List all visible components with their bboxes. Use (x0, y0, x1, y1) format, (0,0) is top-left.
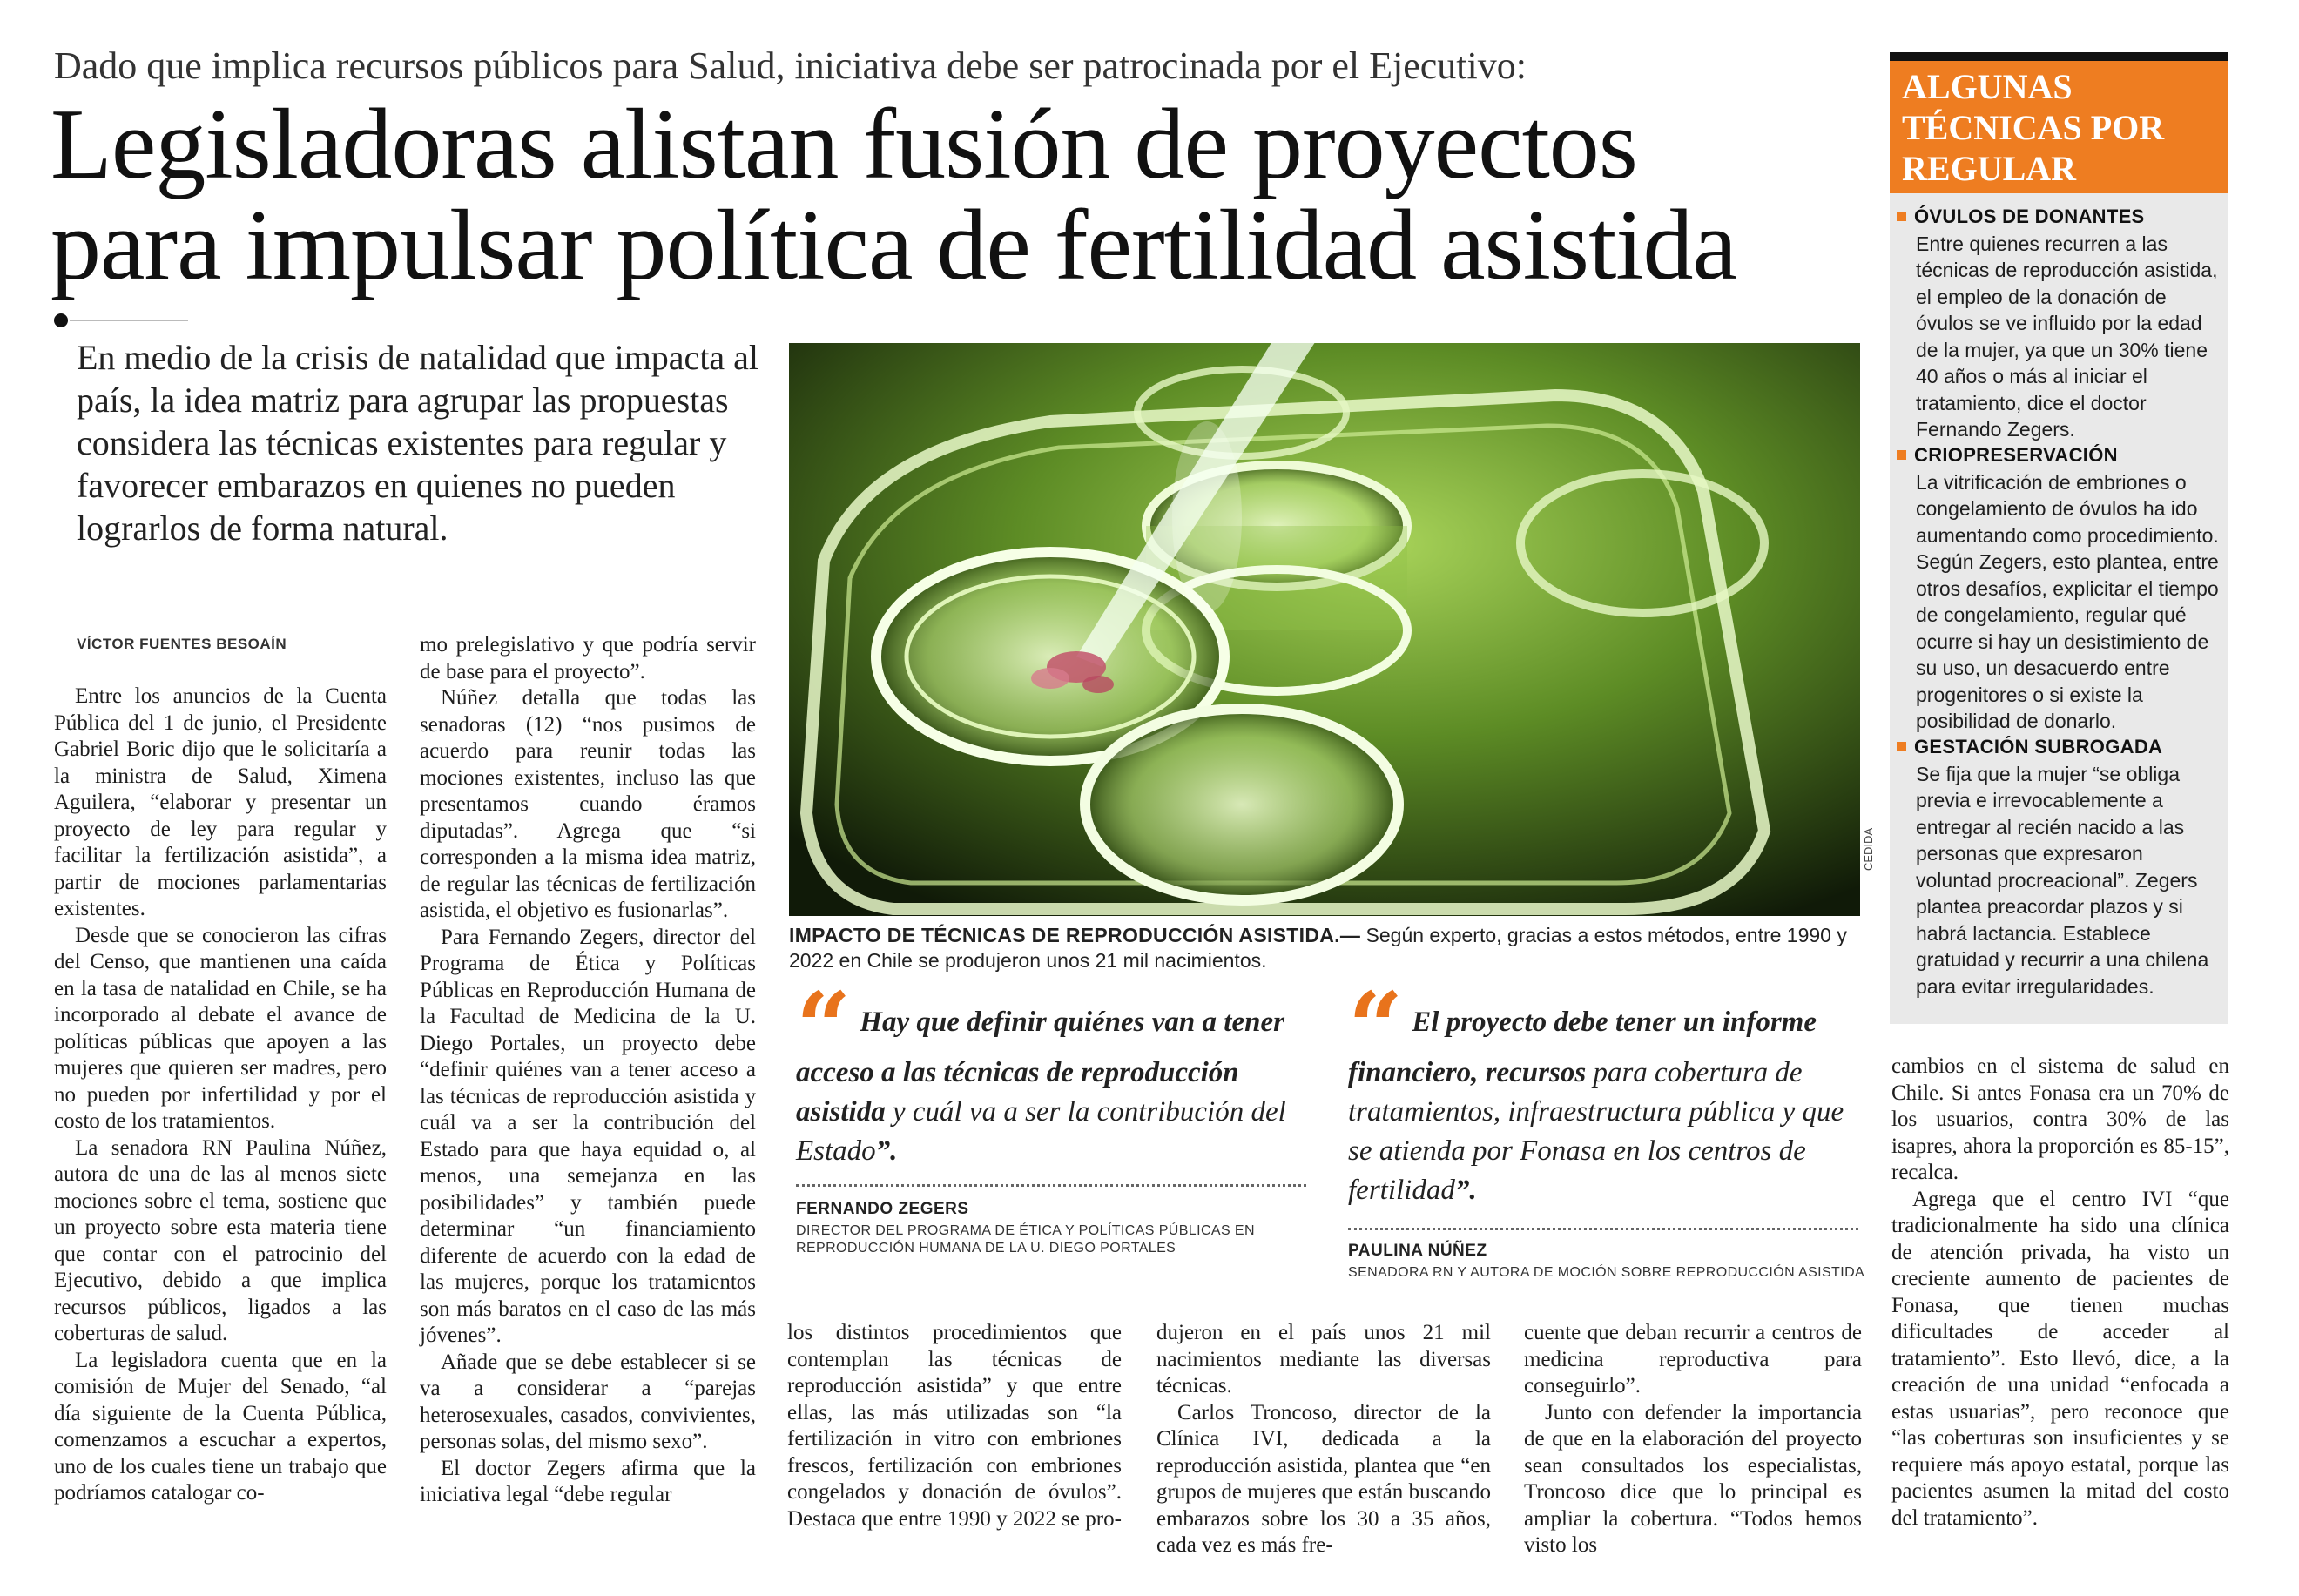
body-column-5 (1524, 1320, 1862, 1559)
bullet-square-icon (1897, 742, 1906, 751)
sidebar-section (1916, 442, 2221, 735)
sidebar-section (1916, 734, 2221, 1000)
paragraph: Carlos Troncoso, director de la Clínica IVI, dedicada a la reproducción asistida, plantea que “en grupos de mujeres que están buscando embarazos sobre los 30 a 35 años, cada vez es más fre- (1156, 1400, 1491, 1557)
paragraph: Para Fernando Zegers, director del Programa de Ética y Políticas Públicas en Reproducción Humana de la Facultad de Medicina de la U. Diego Portales, un proyecto debe “definir quiénes van a tener acceso a las técnicas de reproducción asistida y cuál va a ser la contribución del Estado para que haya equidad o, al menos, una semejanza en las posibilidades” y también puede determinar “un financiamiento diferente de acuerdo con la edad de las mujeres, porque los tratamientos son más baratos en el caso de las más jóvenes”. (420, 925, 756, 1347)
sidebar-section-text: Se fija que la mujer “se obliga previa e irrevocablemente a entregar al recién nacido a las personas que expresaron voluntad procreacional”. Zegers plantea preacordar plazos y si habrá lactancia. Establece gratuidad y recurrir a una chilena para evitar irregularidades. (1916, 762, 2209, 998)
caption-title: IMPACTO DE TÉCNICAS DE REPRODUCCIÓN ASISTIDA.— (789, 924, 1361, 946)
paragraph: dujeron en el país unos 21 mil nacimientos mediante las diversas técnicas. (1156, 1321, 1491, 1397)
body-column-3 (787, 1320, 1122, 1532)
paragraph: cuente que deban recurrir a centros de medicina reproductiva para conseguirlo”. (1524, 1321, 1862, 1397)
caption-text: Según experto, gracias a estos métodos, entre 1990 y 2022 en Chile se produjeron unos 21 mil nacimientos. (789, 924, 1847, 972)
quote-mark-icon: “ (796, 971, 852, 1083)
paragraph: La legisladora cuenta que en la comisión de Mujer del Senado, “al día siguiente de la Cuenta Pública, comenzamos a escuchar a expertos, uno de los cuales tiene un trabajo que podríamos catalogar co- (54, 1348, 387, 1505)
photo-credit: CEDIDA (1862, 827, 1875, 871)
sidebar-title: ALGUNAS TÉCNICAS POR REGULAR (1902, 67, 2165, 188)
headline-line-2: para impulsar política de fertilidad asistida (51, 190, 1737, 301)
quote-author-role: DIRECTOR DEL PROGRAMA DE ÉTICA Y POLÍTICAS PÚBLICAS EN REPRODUCCIÓN HUMANA DE LA U. DIEGO PORTALES (796, 1223, 1255, 1256)
quote-divider (796, 1184, 1306, 1187)
paragraph: cambios en el sistema de salud en Chile. Si antes Fonasa era un 70% de los usuarios, contra 30% de las isapres, ahora la proporción es 85-15”, recalca. (1891, 1054, 2229, 1184)
sidebar-top-rule (1890, 52, 2228, 61)
sidebar-section-heading (1897, 204, 2221, 231)
quote-text: para cobertura de tratamientos, infraestructura pública y que se atienda por Fonasa en los centros de fertilidad (1348, 1057, 1844, 1206)
paragraph: los distintos procedimientos que contemplan las técnicas de reproducción asistida” y que entre ellas, las más utilizadas son “la fertilización in vitro con embriones frescos, fertilización con embriones congelados y donación de óvulos”. Destaca que entre 1990 y 2022 se pro- (787, 1321, 1122, 1531)
quote-author: FERNANDO ZEGERS (796, 1200, 969, 1218)
body-column-6 (1891, 1054, 2229, 1532)
paragraph: mo prelegislativo y que podría servir de base para el proyecto”. (420, 633, 756, 684)
body-column-1 (54, 684, 387, 1507)
pull-quote (1348, 971, 1862, 1210)
lab-photo (789, 343, 1860, 916)
quote-mark-icon: “ (1348, 971, 1404, 1083)
quote-text-bold: ”. (1454, 1175, 1477, 1206)
headline-rule (70, 320, 188, 321)
sidebar-heading-text: GESTACIÓN SUBROGADA (1914, 736, 2163, 758)
kicker: Dado que implica recursos públicos para Salud, iniciativa debe ser patrocinada por el Ejecutivo: (54, 44, 1527, 87)
byline: VÍCTOR FUENTES BESOAÍN (77, 636, 287, 652)
paragraph: El doctor Zegers afirma que la iniciativa legal “debe regular (420, 1456, 756, 1506)
paragraph: La senadora RN Paulina Núñez, autora de una de las al menos siete mociones sobre el tema, sostiene que un proyecto sobre esta materia tiene que contar con el patrocinio del Ejecutivo, debido a que implica recursos públicos, ligados a las coberturas de salud. (54, 1135, 387, 1345)
quote-text-bold: Hay que definir quiénes van a tener acceso a las técnicas de reproducción asistida (796, 1007, 1284, 1128)
sidebar-heading-text: CRIOPRESERVACIÓN (1914, 444, 2118, 466)
body-column-4 (1156, 1320, 1491, 1559)
sidebar-section-text: Entre quienes recurren a las técnicas de reproducción asistida, el empleo de la donación de óvulos se ve influido por la edad de la mujer, ya que un 30% tiene 40 años o más al iniciar el tratamiento, dice el doctor Fernando Zegers. (1916, 232, 2218, 441)
pull-quote (796, 971, 1310, 1171)
paragraph: Núñez detalla que todas las senadoras (12) “nos pusimos de acuerdo para reunir todas las mociones existentes, incluso las que presentamos cuando éramos diputadas”. Agrega que “si corresponden a la misma idea matriz, de regular las técnicas de fertilización asistida, el objetivo es fusionarlas”. (420, 686, 756, 922)
quote-divider (1348, 1228, 1858, 1230)
quote-author-role: SENADORA RN Y AUTORA DE MOCIÓN SOBRE REPRODUCCIÓN ASISTIDA (1348, 1265, 1865, 1280)
photo-caption (789, 923, 1860, 973)
sidebar-section-heading (1897, 734, 2221, 761)
sidebar-heading-text: ÓVULOS DE DONANTES (1914, 205, 2145, 227)
quote-text: y cuál va a ser la contribución del Estado (796, 1096, 1286, 1167)
sidebar-section-text: La vitrificación de embriones o congelamiento de óvulos ha ido aumentando como procedimiento. Según Zegers, esto plantea, entre otros desafíos, explicitar el tiempo de congelamiento, regular qué ocurre si hay un desistimiento de su uso, un desacuerdo entre progenitores o si existe la posibilidad de donarlo. (1916, 470, 2219, 732)
body-column-2 (420, 632, 756, 1509)
paragraph: Junto con defender la importancia de que en la elaboración del proyecto sean consultados los especialistas, Troncoso dice que lo principal es ampliar la cobertura. “Todos hemos visto los (1524, 1400, 1862, 1557)
sidebar-section (1916, 204, 2221, 443)
quote-author: PAULINA NÚÑEZ (1348, 1242, 1487, 1260)
paragraph: Entre los anuncios de la Cuenta Pública del 1 de junio, el Presidente Gabriel Boric dijo que le solicitaría a la ministra de Salud, Ximena Aguilera, “elaborar y presentar un proyecto de ley para regular y facilitar la fertilización asistida”, a partir de mociones parlamentarias existentes. (54, 684, 387, 920)
lede: En medio de la crisis de natalidad que impacta al país, la idea matriz para agrupar las propuestas considera las técnicas existentes para regular y favorecer embarazos en quienes no pueden lograrlos de forma natural. (77, 338, 759, 548)
bullet-square-icon (1897, 212, 1906, 221)
headline-rule-dot (54, 313, 68, 327)
quote-text-bold: El proyecto debe tener un informe financiero, recursos (1348, 1007, 1817, 1088)
quote-text-bold: ”. (875, 1135, 898, 1167)
headline (51, 89, 1862, 301)
paragraph: Añade que se debe establecer si se va a considerar a “parejas heterosexuales, casados, convivientes, personas solas, del mismo sexo”. (420, 1350, 756, 1453)
sidebar-section-heading (1897, 442, 2221, 469)
bullet-square-icon (1897, 450, 1906, 460)
paragraph: Agrega que el centro IVI “que tradicionalmente ha sido una clínica de atención privada, ha visto un creciente aumento de pacientes de Fonasa, que tienen muchas dificultades de acceder al tratamiento”. Esto llevó, dice, a la creación de una unidad “enfocada a estas usuarias”, pero reconoce que “las coberturas son insuficientes y se requiere más apoyo estatal, porque las pacientes asumen la mitad del costo del tratamiento”. (1891, 1187, 2229, 1530)
petri-dish-illustration (789, 343, 1860, 916)
headline-line-1: Legisladoras alistan fusión de proyectos (51, 89, 1637, 200)
paragraph: Desde que se conocieron las cifras del Censo, que mantienen una caída en la tasa de natalidad en Chile, se ha incorporado al debate el avance de políticas públicas que apoyen a las mujeres que quieren ser madres, pero no pueden por infertilidad y por el costo de los tratamientos. (54, 923, 387, 1133)
